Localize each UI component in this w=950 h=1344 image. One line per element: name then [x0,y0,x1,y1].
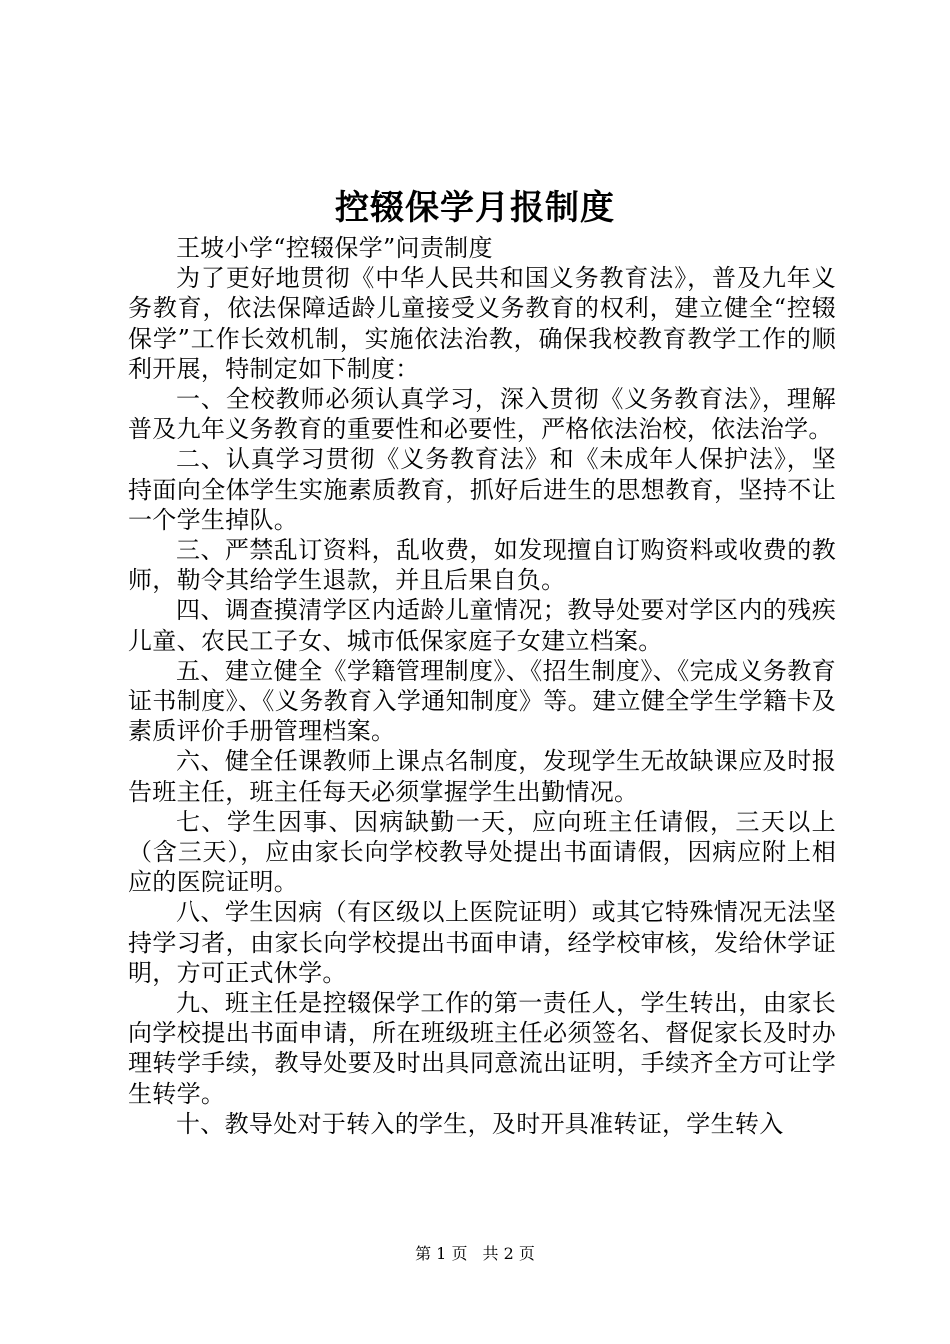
paragraph-item-7: 七、学生因事、因病缺勤一天，应向班主任请假，三天以上（含三天），应由家长向学校教导处提出书面请假，因病应附上相应的医院证明。 [128,807,836,897]
page-number-current: 第 1 页 [415,1244,468,1263]
document-title: 控辍保学月报制度 [335,188,615,228]
paragraph-item-6: 六、健全任课教师上课点名制度，发现学生无故缺课应及时报告班主任，班主任每天必须掌握学生出勤情况。 [128,747,836,806]
paragraph-intro: 为了更好地贯彻《中华人民共和国义务教育法》，普及九年义务教育，依法保障适龄儿童接受义务教育的权利，建立健全“控辍保学”工作长效机制，实施依法治教，确保我校教育教学工作的顺利开展，特制定如下制度： [128,264,836,383]
paragraph-item-2: 二、认真学习贯彻《义务教育法》和《未成年人保护法》，坚持面向全体学生实施素质教育，抓好后进生的思想教育，坚持不让一个学生掉队。 [128,445,836,534]
document-body [128,233,836,1139]
page-footer [0,1244,950,1264]
paragraph-item-10: 十、教导处对于转入的学生，及时开具准转证，学生转入 [176,1109,784,1138]
paragraph-item-5: 五、建立健全《学籍管理制度》、《招生制度》、《完成义务教育证书制度》、《义务教育入学通知制度》等。建立健全学生学籍卡及素质评价手册管理档案。 [128,656,836,746]
page-number-total: 共 2 页 [482,1244,535,1263]
paragraph-item-4: 四、调查摸清学区内适龄儿童情况；教导处要对学区内的残疾儿童、农民工子女、城市低保家庭子女建立档案。 [128,596,836,655]
paragraph-item-8: 八、学生因病（有区级以上医院证明）或其它特殊情况无法坚持学习者，由家长向学校提出书面申请，经学校审核，发给休学证明，方可正式休学。 [128,898,836,987]
paragraph-item-3: 三、严禁乱订资料，乱收费，如发现擅自订购资料或收费的教师，勒令其给学生退款，并且后果自负。 [128,536,836,595]
paragraph-subtitle: 王坡小学“控辍保学”问责制度 [176,234,493,262]
paragraph-item-1: 一、全校教师必须认真学习，深入贯彻《义务教育法》，理解普及九年义务教育的重要性和必要性，严格依法治校，依法治学。 [128,385,836,444]
paragraph-item-9: 九、班主任是控辍保学工作的第一责任人，学生转出，由家长向学校提出书面申请，所在班级班主任必须签名、督促家长及时办理转学手续，教导处要及时出具同意流出证明，手续齐全方可让学生转学。 [128,989,836,1108]
